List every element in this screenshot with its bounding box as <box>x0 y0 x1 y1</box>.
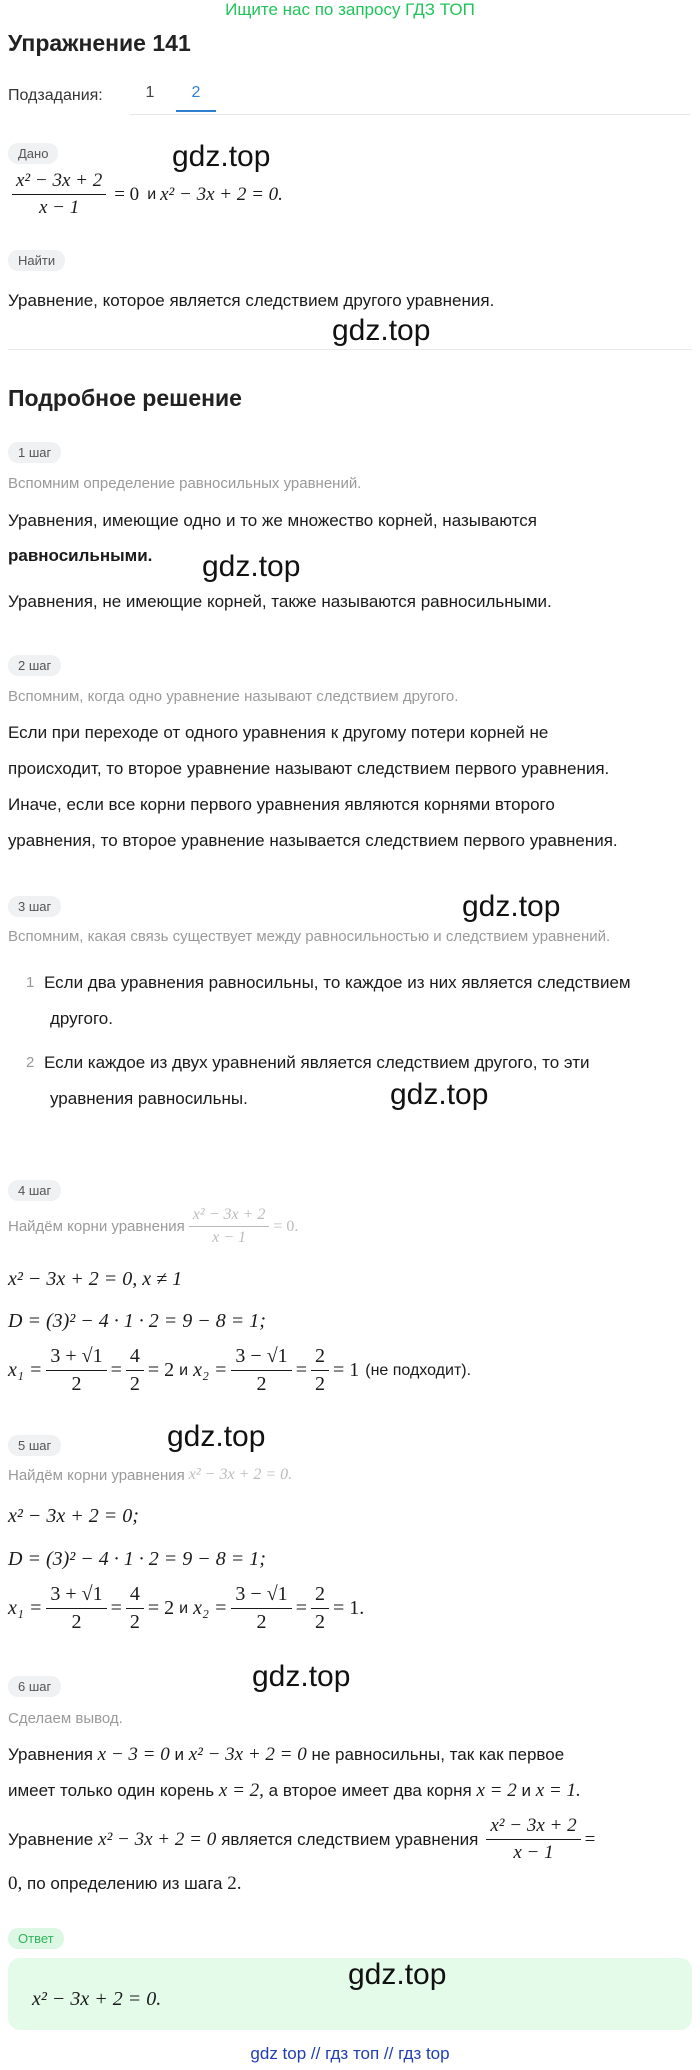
step-1-hint: Вспомним определение равносильных уравнений. <box>8 475 362 492</box>
given-badge: Дано <box>8 143 58 164</box>
step-3-hint: Вспомним, какая связь существует между равносильностью и следствием уравнений. <box>8 928 611 945</box>
find-text: Уравнение, которое является следствием другого уравнения. <box>8 291 495 310</box>
step-1-p1: Уравнения, имеющие одно и то же множество корней, называются <box>8 511 537 530</box>
step-2-badge: 2 шаг <box>8 655 61 676</box>
list-item-line: другого. <box>50 1009 113 1028</box>
step-6-line: имеет только один корень x = 2, а второе имеет два корня x = 2 и x = 1. <box>8 1780 581 1801</box>
step-6-line: 0, по определению из шага 2. <box>8 1873 242 1894</box>
list-item-number: 2 <box>26 1054 35 1071</box>
answer-text: x² − 3x + 2 = 0. <box>32 1988 162 2010</box>
tab-subtask-1[interactable]: 1 <box>145 84 155 101</box>
watermark: gdz.top <box>172 140 271 173</box>
step-4-hint: Найдём корни уравнения $\frac{\text{x² − 3x + 2}}{x - 1}$ = 0. <box>8 1206 299 1246</box>
list-item-line: Если два уравнения равносильны, то каждое из них является следствием <box>44 973 631 992</box>
watermark: gdz.top <box>462 890 561 923</box>
list-item-number: 1 <box>26 974 35 991</box>
find-badge: Найти <box>8 250 65 271</box>
step-6-hint: Сделаем вывод. <box>8 1710 123 1727</box>
watermark: gdz.top <box>202 550 301 583</box>
step-5-math: x² − 3x + 2 = 0; <box>8 1505 139 1527</box>
answer-badge: Ответ <box>8 1928 64 1949</box>
watermark: gdz.top <box>252 1660 351 1693</box>
given-fraction: $\frac{\text{x² − 3x + 2}}{x - 1}$ <box>12 170 106 219</box>
step-4-badge: 4 шаг <box>8 1180 61 1201</box>
step-2-line: Если при переходе от одного уравнения к другому потери корней не <box>8 723 549 742</box>
tabs-divider <box>130 114 690 115</box>
step-2-line: происходит, то второе уравнение называют следствием первого уравнения. <box>8 759 610 778</box>
step-4-math: D = (3)² − 4 · 1 · 2 = 9 − 8 = 1; <box>8 1310 266 1332</box>
footer-links[interactable]: gdz top // гдз топ // гдз top <box>250 2044 450 2063</box>
step-2-hint: Вспомним, когда одно уравнение называют следствием другого. <box>8 688 459 705</box>
step-5-hint: Найдём корни уравнения x² − 3x + 2 = 0. <box>8 1466 293 1484</box>
step-6-line: Уравнение x² − 3x + 2 = 0 является следствием уравнения $\frac{\text{x² − 3x + 2}}{x - 1}$ = <box>8 1815 596 1863</box>
watermark: gdz.top <box>332 314 431 347</box>
list-item-line: уравнения равносильны. <box>50 1089 248 1108</box>
subtasks-label: Подзадания: <box>8 87 103 104</box>
step-2-line: Иначе, если все корни первого уравнения являются корнями второго <box>8 795 555 814</box>
solution-title: Подробное решение <box>8 385 242 411</box>
step-4-math: x² − 3x + 2 = 0, x ≠ 1 <box>8 1268 183 1290</box>
tab-subtask-2[interactable]: 2 <box>176 84 216 112</box>
watermark: gdz.top <box>348 1958 447 1991</box>
given-equations: $\frac{\text{x² − 3x + 2}}{x - 1}$ = 0 и x² − 3x + 2 = 0. <box>8 170 283 219</box>
step-6-badge: 6 шаг <box>8 1676 61 1697</box>
step-1-bold: равносильными. <box>8 546 153 565</box>
watermark: gdz.top <box>167 1420 266 1453</box>
step-5-badge: 5 шаг <box>8 1435 61 1456</box>
step-4-roots: x₁ = $\frac{3 + √1}{2}$ = $\frac{4}{2}$ = 2 и x₂ = $\frac{3 - √1}{2}$ = $\frac{2}{2}$ = 1 (не подходит). <box>8 1345 472 1395</box>
top-banner: Ищите нас по запросу ГДЗ ТОП <box>225 0 475 19</box>
list-item-line: Если каждое из двух уравнений является следствием другого, то эти <box>44 1053 590 1072</box>
step-5-math: D = (3)² − 4 · 1 · 2 = 9 − 8 = 1; <box>8 1548 266 1570</box>
step-1-badge: 1 шаг <box>8 442 61 463</box>
step-6-line: Уравнения x − 3 = 0 и x² − 3x + 2 = 0 не равносильны, так как первое <box>8 1744 565 1765</box>
step-5-roots: x₁ = $\frac{3 + √1}{2}$ = $\frac{4}{2}$ = 2 и x₂ = $\frac{3 - √1}{2}$ = $\frac{2}{2}$ = 1. <box>8 1583 365 1633</box>
watermark: gdz.top <box>390 1078 489 1111</box>
step-1-p2: Уравнения, не имеющие корней, также называются равносильными. <box>8 592 552 611</box>
section-divider <box>8 349 692 350</box>
step-3-badge: 3 шаг <box>8 896 61 917</box>
step-2-line: уравнения, то второе уравнение называется следствием первого уравнения. <box>8 831 618 850</box>
page-title: Упражнение 141 <box>8 30 191 56</box>
